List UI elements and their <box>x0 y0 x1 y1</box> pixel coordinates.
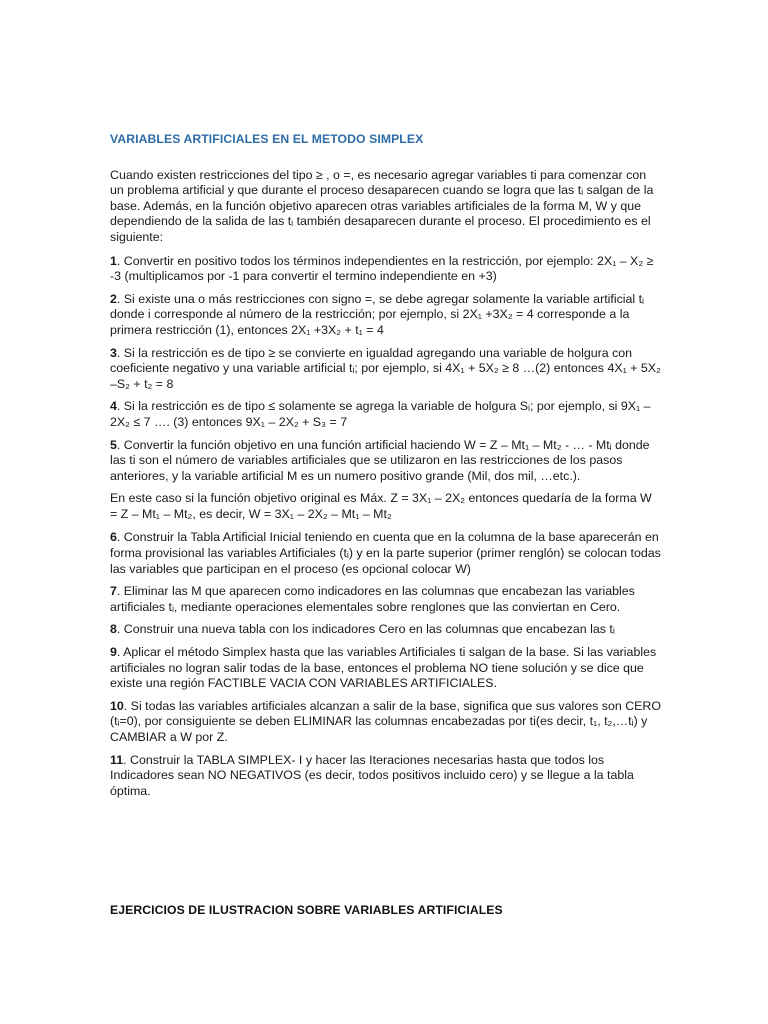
step-text: . Aplicar el método Simplex hasta que las variables Artificiales ti salgan de la base. Si las variables artificiales no logran salir todas de la base, entonces el problema NO tiene solución y se dice que existe una región FACTIBLE VACIA CON VARIABLES ARTIFICIALES. <box>110 645 657 691</box>
step-2 <box>110 292 662 339</box>
step-text: . Construir la Tabla Artificial Inicial teniendo en cuenta que en la columna de la base aparecerán en forma provisional las variables Artificiales (tᵢ) y en la parte superior (primer renglón) se colocan todas las variables que participan en el proceso (es opcional colocar W) <box>110 530 661 576</box>
step-number: 2 <box>110 291 117 306</box>
step-9 <box>110 645 662 692</box>
step-text: . Si todas las variables artificiales alcanzan a salir de la base, significa que sus valores son CERO (tᵢ=0), por consiguiente se deben ELIMINAR las columnas encabezadas por ti(es decir, t₁, t₂,…tᵢ) y CAMBIAR a W por Z. <box>110 698 661 744</box>
step-text: . Eliminar las M que aparecen como indicadores en las columnas que encabezan las variables artificiales tᵢ, mediante operaciones elementales sobre renglones que las conviertan en Cero. <box>110 584 635 614</box>
step-7 <box>110 584 662 615</box>
step-text: . Si la restricción es de tipo ≤ solamente se agrega la variable de holgura Sᵢ; por ejemplo, si 9X₁ – 2X₂ ≤ 7 …. (3) entonces 9X₁ – 2X₂ + S₃ = 7 <box>110 399 651 429</box>
step-1 <box>110 254 662 285</box>
step-3 <box>110 346 662 393</box>
step-text: . Si la restricción es de tipo ≥ se convierte en igualdad agregando una variable de holgura con coeficiente negativo y una variable artificial tᵢ; por ejemplo, si 4X₁ + 5X₂ ≥ 8 …(2) entonces 4X₁ + 5X₂ –S₂ + t₂ = 8 <box>110 345 661 391</box>
intro-paragraph: Cuando existen restricciones del tipo ≥ , o =, es necesario agregar variables ti para comenzar con un problema artificial y que durante el proceso desaparecen cuando se logra que las tᵢ salgan de la base. Además, en la función objetivo aparecen otras variables artificiales de la forma M, W y que dependiendo de la salida de las tᵢ también desaparecen durante el proceso. El procedimiento es el siguiente: <box>110 167 654 244</box>
step-8 <box>110 622 662 638</box>
step-text: . Convertir la función objetivo en una función artificial haciendo W = Z – Mt₁ – Mt₂ - … - Mtᵢ donde las ti son el número de variables artificiales que se utilizaron en las restricciones de los pasos anteriores, y la variable artificial M es un numero positivo grande (Mil, dos mil, …etc.). <box>110 437 650 483</box>
step-text: . Si existe una o más restricciones con signo =, se debe agregar solamente la variable artificial tᵢ donde i corresponde al número de la restricción; por ejemplo, si 2X₁ +3X₂ = 4 corresponde a la primera restricción (1), entonces 2X₁ +3X₂ + t₁ = 4 <box>110 291 645 337</box>
document-body <box>110 132 662 806</box>
step-6 <box>110 530 662 577</box>
step-number: 8 <box>110 622 117 637</box>
step-number: 6 <box>110 530 117 545</box>
steps-list-continued <box>110 530 662 799</box>
exercises-heading: EJERCICIOS DE ILUSTRACION SOBRE VARIABLES ARTIFICIALES <box>110 903 503 917</box>
step-number: 3 <box>110 345 117 360</box>
step-10 <box>110 699 662 746</box>
example-note: En este caso si la función objetivo original es Máx. Z = 3X₁ – 2X₂ entonces quedaría de la forma W = Z – Mt₁ – Mt₂, es decir, W = 3X₁ – 2X₂ – Mt₁ – Mt₂ <box>110 491 652 521</box>
step-11 <box>110 753 662 800</box>
step-number: 7 <box>110 584 117 599</box>
step-number: 5 <box>110 437 117 452</box>
step-number: 1 <box>110 253 117 268</box>
step-number: 9 <box>110 645 117 660</box>
step-number: 4 <box>110 399 117 414</box>
step-number: 11 <box>110 752 124 767</box>
step-text: . Construir una nueva tabla con los indicadores Cero en las columnas que encabezan las tᵢ <box>116 622 615 637</box>
step-4 <box>110 399 662 430</box>
step-5 <box>110 438 662 485</box>
step-number: 10 <box>110 698 124 713</box>
document-title: VARIABLES ARTIFICIALES EN EL METODO SIMPLEX <box>110 132 424 146</box>
step-text: . Convertir en positivo todos los términos independientes en la restricción, por ejemplo: 2X₁ – X₂ ≥ -3 (multiplicamos por -1 para convertir el termino independiente en +3) <box>110 253 654 284</box>
step-text: . Construir la TABLA SIMPLEX- I y hacer las Iteraciones necesarias hasta que todos los Indicadores sean NO NEGATIVOS (es decir, todos positivos incluido cero) y se llegue a la tabla óptima. <box>110 752 634 798</box>
steps-list <box>110 254 662 485</box>
